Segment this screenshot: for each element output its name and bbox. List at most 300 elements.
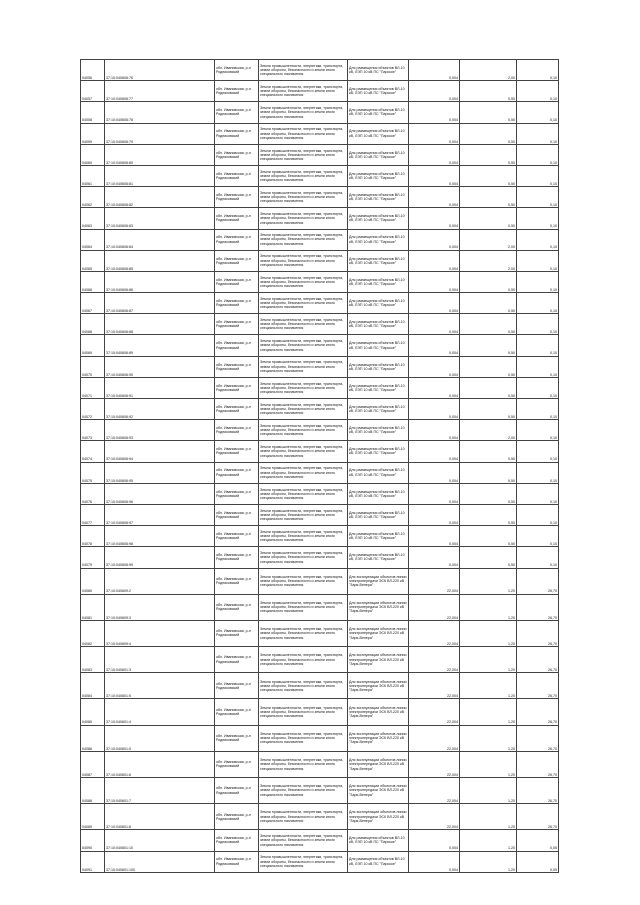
tax-amount-cell: 0,10 (517, 165, 559, 186)
area-value-cell: 22,004 (409, 699, 460, 725)
land-category-cell: Земли промышленности, энергетики, транспорта, земли обороны, безопасности и земли иного специального назначения (259, 441, 348, 462)
land-plot-table (80, 59, 559, 873)
row-number-cell: 04065 (81, 250, 105, 271)
area-value-cell: 0,004 (409, 462, 460, 483)
address-cell: обл. Ивановская, р-н Родниковский (215, 81, 259, 102)
cadastral-number-cell: 37:10:040606:88 (105, 314, 215, 335)
tax-rate-cell: 1,20 (460, 830, 517, 851)
address-cell: обл. Ивановская, р-н Родниковский (215, 594, 259, 620)
cadastral-number-cell: 37:10:040606:99 (105, 547, 215, 568)
area-value-cell: 0,004 (409, 293, 460, 314)
row-number-cell: 04057 (81, 81, 105, 102)
permitted-use-cell: Для размещения объектов ВЛ-10 кВ, ЛЭП 10 кВ ПС "Парское" (348, 547, 409, 568)
land-category-cell: Земли промышленности, энергетики, транспорта, земли обороны, безопасности и земли иного специального назначения (259, 356, 348, 377)
tax-rate-cell: 1,20 (460, 647, 517, 673)
permitted-use-cell: Для размещения объектов ВЛ-10 кВ, ЛЭП 10 кВ ПС "Парское" (348, 123, 409, 144)
cadastral-number-cell: 37:10:040606:83 (105, 208, 215, 229)
table-row (81, 60, 559, 81)
row-number-cell: 04089 (81, 804, 105, 830)
table-row (81, 123, 559, 144)
area-value-cell: 0,004 (409, 830, 460, 851)
tax-amount-cell: 0,10 (517, 144, 559, 165)
land-category-cell: Земли промышленности, энергетики, транспорта, земли обороны, безопасности и земли иного специального назначения (259, 830, 348, 851)
table-row (81, 165, 559, 186)
cadastral-number-cell: 37:10:040606:89 (105, 335, 215, 356)
permitted-use-cell: Для эксплуатации объектов линии электропередачи ЭСК ВЛ-220 кВ "Заря-Венера" (348, 751, 409, 777)
area-value-cell: 0,004 (409, 229, 460, 250)
cadastral-number-cell: 37:10:040606:93 (105, 420, 215, 441)
tax-rate-cell: 0,50 (460, 123, 517, 144)
permitted-use-cell: Для эксплуатации объектов линии электропередачи ЭСК ВЛ-220 кВ "Заря-Венера" (348, 594, 409, 620)
tax-amount-cell: 0,10 (517, 399, 559, 420)
table-row (81, 673, 559, 699)
land-category-cell: Земли промышленности, энергетики, транспорта, земли обороны, безопасности и земли иного специального назначения (259, 60, 348, 81)
tax-amount-cell: 26,70 (517, 778, 559, 804)
area-value-cell: 0,004 (409, 504, 460, 525)
permitted-use-cell: Для размещения объектов ВЛ-10 кВ, ЛЭП 10 кВ ПС "Парское" (348, 462, 409, 483)
table-row (81, 144, 559, 165)
row-number-cell: 04081 (81, 594, 105, 620)
cadastral-number-cell: 37:10:040601:3 (105, 647, 215, 673)
table-row (81, 851, 559, 872)
tax-amount-cell: 0,10 (517, 441, 559, 462)
land-category-cell: Земли промышленности, энергетики, транспорта, земли обороны, безопасности и земли иного специального назначения (259, 144, 348, 165)
row-number-cell: 04073 (81, 420, 105, 441)
area-value-cell: 0,004 (409, 271, 460, 292)
tax-rate-cell: 2,00 (460, 229, 517, 250)
cadastral-number-cell: 37:10:040609:3 (105, 594, 215, 620)
tax-amount-cell: 0,10 (517, 293, 559, 314)
tax-rate-cell: 0,50 (460, 271, 517, 292)
address-cell: обл. Ивановская, р-н Родниковский (215, 293, 259, 314)
land-category-cell: Земли промышленности, энергетики, транспорта, земли обороны, безопасности и земли иного специального назначения (259, 568, 348, 594)
address-cell: обл. Ивановская, р-н Родниковский (215, 620, 259, 646)
cadastral-number-cell: 37:10:040606:95 (105, 462, 215, 483)
tax-rate-cell: 0,50 (460, 335, 517, 356)
row-number-cell: 04077 (81, 504, 105, 525)
cadastral-number-cell: 37:10:040606:94 (105, 441, 215, 462)
permitted-use-cell: Для размещения объектов ВЛ-10 кВ, ЛЭП 10 кВ ПС "Парское" (348, 420, 409, 441)
land-category-cell: Земли промышленности, энергетики, транспорта, земли обороны, безопасности и земли иного специального назначения (259, 293, 348, 314)
row-number-cell: 04088 (81, 778, 105, 804)
area-value-cell: 0,004 (409, 420, 460, 441)
area-value-cell: 0,004 (409, 314, 460, 335)
area-value-cell: 22,004 (409, 804, 460, 830)
tax-rate-cell: 1,20 (460, 778, 517, 804)
cadastral-number-cell: 37:10:040601:8 (105, 804, 215, 830)
tax-amount-cell: 26,70 (517, 699, 559, 725)
area-value-cell: 0,004 (409, 60, 460, 81)
tax-amount-cell: 0,10 (517, 208, 559, 229)
cadastral-number-cell: 37:10:040606:80 (105, 144, 215, 165)
address-cell: обл. Ивановская, р-н Родниковский (215, 377, 259, 398)
tax-rate-cell: 0,50 (460, 293, 517, 314)
tax-rate-cell: 0,50 (460, 462, 517, 483)
tax-amount-cell: 0,10 (517, 526, 559, 547)
address-cell: обл. Ивановская, р-н Родниковский (215, 271, 259, 292)
cadastral-number-cell: 37:10:040606:87 (105, 293, 215, 314)
tax-rate-cell: 0,50 (460, 504, 517, 525)
area-value-cell: 0,004 (409, 335, 460, 356)
tax-amount-cell: 0,10 (517, 420, 559, 441)
address-cell: обл. Ивановская, р-н Родниковский (215, 441, 259, 462)
address-cell: обл. Ивановская, р-н Родниковский (215, 547, 259, 568)
cadastral-number-cell: 37:10:040609:2 (105, 568, 215, 594)
address-cell: обл. Ивановская, р-н Родниковский (215, 751, 259, 777)
land-category-cell: Земли промышленности, энергетики, транспорта, земли обороны, безопасности и земли иного специального назначения (259, 335, 348, 356)
tax-rate-cell: 1,20 (460, 673, 517, 699)
address-cell: обл. Ивановская, р-н Родниковский (215, 314, 259, 335)
table-row (81, 81, 559, 102)
row-number-cell: 04078 (81, 526, 105, 547)
area-value-cell: 0,004 (409, 102, 460, 123)
table-row (81, 699, 559, 725)
address-cell: обл. Ивановская, р-н Родниковский (215, 673, 259, 699)
land-category-cell: Земли промышленности, энергетики, транспорта, земли обороны, безопасности и земли иного специального назначения (259, 851, 348, 872)
tax-rate-cell: 0,50 (460, 377, 517, 398)
land-category-cell: Земли промышленности, энергетики, транспорта, земли обороны, безопасности и земли иного специального назначения (259, 462, 348, 483)
tax-amount-cell: 0,10 (517, 81, 559, 102)
row-number-cell: 04066 (81, 271, 105, 292)
address-cell: обл. Ивановская, р-н Родниковский (215, 60, 259, 81)
row-number-cell: 04060 (81, 144, 105, 165)
permitted-use-cell: Для размещения объектов ВЛ-10 кВ, ЛЭП 10 кВ ПС "Парское" (348, 271, 409, 292)
area-value-cell: 0,004 (409, 441, 460, 462)
area-value-cell: 22,004 (409, 620, 460, 646)
permitted-use-cell: Для размещения объектов ВЛ-10 кВ, ЛЭП 10 кВ ПС "Парское" (348, 377, 409, 398)
address-cell: обл. Ивановская, р-н Родниковский (215, 208, 259, 229)
tax-rate-cell: 2,00 (460, 250, 517, 271)
cadastral-number-cell: 37:10:040606:98 (105, 526, 215, 547)
area-value-cell: 22,004 (409, 751, 460, 777)
tax-rate-cell: 0,50 (460, 356, 517, 377)
tax-amount-cell: 0,10 (517, 483, 559, 504)
tax-amount-cell: 0,10 (517, 314, 559, 335)
cadastral-number-cell: 37:10:040606:81 (105, 165, 215, 186)
tax-rate-cell: 0,50 (460, 399, 517, 420)
cadastral-number-cell: 37:10:040601:4 (105, 699, 215, 725)
address-cell: обл. Ивановская, р-н Родниковский (215, 102, 259, 123)
area-value-cell: 0,004 (409, 356, 460, 377)
permitted-use-cell: Для эксплуатации объектов линии электропередачи ЭСК ВЛ-220 кВ "Заря-Венера" (348, 647, 409, 673)
land-category-cell: Земли промышленности, энергетики, транспорта, земли обороны, безопасности и земли иного специального назначения (259, 123, 348, 144)
tax-rate-cell: 1,20 (460, 804, 517, 830)
land-category-cell: Земли промышленности, энергетики, транспорта, земли обороны, безопасности и земли иного специального назначения (259, 526, 348, 547)
area-value-cell: 22,004 (409, 673, 460, 699)
address-cell: обл. Ивановская, р-н Родниковский (215, 804, 259, 830)
permitted-use-cell: Для размещения объектов ВЛ-10 кВ, ЛЭП 10 кВ ПС "Парское" (348, 335, 409, 356)
tax-amount-cell: 26,70 (517, 725, 559, 751)
table-row (81, 335, 559, 356)
permitted-use-cell: Для эксплуатации объектов линии электропередачи ЭСК ВЛ-220 кВ "Заря-Венера" (348, 725, 409, 751)
permitted-use-cell: Для эксплуатации объектов линии электропередачи ЭСК ВЛ-220 кВ "Заря-Венера" (348, 778, 409, 804)
address-cell: обл. Ивановская, р-н Родниковский (215, 144, 259, 165)
table-row (81, 462, 559, 483)
tax-rate-cell: 1,20 (460, 594, 517, 620)
table-row (81, 250, 559, 271)
cadastral-number-cell: 37:10:040606:96 (105, 483, 215, 504)
land-category-cell: Земли промышленности, энергетики, транспорта, земли обороны, безопасности и земли иного специального назначения (259, 547, 348, 568)
table-row (81, 547, 559, 568)
tax-amount-cell: 0,10 (517, 377, 559, 398)
permitted-use-cell: Для размещения объектов ВЛ-10 кВ, ЛЭП 10 кВ ПС "Парское" (348, 81, 409, 102)
tax-amount-cell: 0,10 (517, 229, 559, 250)
table-body (81, 60, 559, 873)
tax-amount-cell: 0,10 (517, 60, 559, 81)
area-value-cell: 0,004 (409, 547, 460, 568)
tax-amount-cell: 26,70 (517, 594, 559, 620)
table-row (81, 271, 559, 292)
table-row (81, 751, 559, 777)
tax-rate-cell: 0,50 (460, 314, 517, 335)
permitted-use-cell: Для эксплуатации объектов линии электропередачи ЭСК ВЛ-220 кВ "Заря-Венера" (348, 804, 409, 830)
table-row (81, 377, 559, 398)
row-number-cell: 04062 (81, 187, 105, 208)
row-number-cell: 04061 (81, 165, 105, 186)
tax-amount-cell: 26,70 (517, 804, 559, 830)
table-row (81, 620, 559, 646)
cadastral-number-cell: 37:10:040606:92 (105, 399, 215, 420)
tax-amount-cell: 0,10 (517, 547, 559, 568)
area-value-cell: 0,004 (409, 250, 460, 271)
area-value-cell: 0,004 (409, 377, 460, 398)
tax-amount-cell: 0,10 (517, 504, 559, 525)
table-row (81, 399, 559, 420)
table-row (81, 420, 559, 441)
permitted-use-cell: Для размещения объектов ВЛ-10 кВ, ЛЭП 10 кВ ПС "Парское" (348, 208, 409, 229)
permitted-use-cell: Для размещения объектов ВЛ-10 кВ, ЛЭП 10 кВ ПС "Парское" (348, 102, 409, 123)
row-number-cell: 04091 (81, 851, 105, 872)
cadastral-number-cell: 37:10:040606:84 (105, 229, 215, 250)
row-number-cell: 04070 (81, 356, 105, 377)
land-category-cell: Земли промышленности, энергетики, транспорта, земли обороны, безопасности и земли иного специального назначения (259, 399, 348, 420)
tax-rate-cell: 0,50 (460, 165, 517, 186)
tax-rate-cell: 2,00 (460, 60, 517, 81)
land-category-cell: Земли промышленности, энергетики, транспорта, земли обороны, безопасности и земли иного специального назначения (259, 187, 348, 208)
permitted-use-cell: Для размещения объектов ВЛ-10 кВ, ЛЭП 10 кВ ПС "Парское" (348, 293, 409, 314)
row-number-cell: 04085 (81, 699, 105, 725)
land-category-cell: Земли промышленности, энергетики, транспорта, земли обороны, безопасности и земли иного специального назначения (259, 699, 348, 725)
area-value-cell: 0,004 (409, 144, 460, 165)
table-row (81, 568, 559, 594)
area-value-cell: 22,004 (409, 568, 460, 594)
area-value-cell: 0,004 (409, 187, 460, 208)
cadastral-number-cell: 37:10:040606:76 (105, 60, 215, 81)
address-cell: обл. Ивановская, р-н Родниковский (215, 250, 259, 271)
row-number-cell: 04086 (81, 725, 105, 751)
table-row (81, 647, 559, 673)
row-number-cell: 04075 (81, 462, 105, 483)
land-category-cell: Земли промышленности, энергетики, транспорта, земли обороны, безопасности и земли иного специального назначения (259, 594, 348, 620)
area-value-cell: 0,004 (409, 851, 460, 872)
address-cell: обл. Ивановская, р-н Родниковский (215, 187, 259, 208)
address-cell: обл. Ивановская, р-н Родниковский (215, 568, 259, 594)
permitted-use-cell: Для размещения объектов ВЛ-10 кВ, ЛЭП 10 кВ ПС "Парское" (348, 483, 409, 504)
land-category-cell: Земли промышленности, энергетики, транспорта, земли обороны, безопасности и земли иного специального назначения (259, 377, 348, 398)
tax-rate-cell: 0,50 (460, 441, 517, 462)
row-number-cell: 04079 (81, 547, 105, 568)
address-cell: обл. Ивановская, р-н Родниковский (215, 123, 259, 144)
row-number-cell: 04072 (81, 399, 105, 420)
table-row (81, 504, 559, 525)
cadastral-number-cell: 37:10:040606:91 (105, 377, 215, 398)
table-row (81, 526, 559, 547)
land-category-cell: Земли промышленности, энергетики, транспорта, земли обороны, безопасности и земли иного специального назначения (259, 504, 348, 525)
cadastral-number-cell: 37:10:040601:100 (105, 851, 215, 872)
area-value-cell: 0,004 (409, 165, 460, 186)
land-category-cell: Земли промышленности, энергетики, транспорта, земли обороны, безопасности и земли иного специального назначения (259, 420, 348, 441)
address-cell: обл. Ивановская, р-н Родниковский (215, 462, 259, 483)
land-category-cell: Земли промышленности, энергетики, транспорта, земли обороны, безопасности и земли иного специального назначения (259, 620, 348, 646)
land-category-cell: Земли промышленности, энергетики, транспорта, земли обороны, безопасности и земли иного специального назначения (259, 229, 348, 250)
table-row (81, 594, 559, 620)
tax-rate-cell: 0,50 (460, 208, 517, 229)
permitted-use-cell: Для эксплуатации объектов линии электропередачи ЭСК ВЛ-220 кВ "Заря-Венера" (348, 620, 409, 646)
permitted-use-cell: Для размещения объектов ВЛ-10 кВ, ЛЭП 10 кВ ПС "Парское" (348, 250, 409, 271)
cadastral-number-cell: 37:10:040606:86 (105, 271, 215, 292)
address-cell: обл. Ивановская, р-н Родниковский (215, 420, 259, 441)
tax-amount-cell: 0,10 (517, 335, 559, 356)
tax-amount-cell: 26,70 (517, 568, 559, 594)
row-number-cell: 04084 (81, 673, 105, 699)
tax-amount-cell: 0,10 (517, 271, 559, 292)
cadastral-number-cell: 37:10:040606:90 (105, 356, 215, 377)
area-value-cell: 22,004 (409, 647, 460, 673)
area-value-cell: 0,004 (409, 208, 460, 229)
address-cell: обл. Ивановская, р-н Родниковский (215, 504, 259, 525)
tax-amount-cell: 0,10 (517, 102, 559, 123)
address-cell: обл. Ивановская, р-н Родниковский (215, 699, 259, 725)
table-row (81, 356, 559, 377)
tax-rate-cell: 2,00 (460, 420, 517, 441)
table-row (81, 229, 559, 250)
land-category-cell: Земли промышленности, энергетики, транспорта, земли обороны, безопасности и земли иного специального назначения (259, 165, 348, 186)
table-row (81, 830, 559, 851)
tax-rate-cell: 0,50 (460, 144, 517, 165)
cadastral-number-cell: 37:10:040606:79 (105, 123, 215, 144)
table-row (81, 725, 559, 751)
address-cell: обл. Ивановская, р-н Родниковский (215, 725, 259, 751)
tax-rate-cell: 0,50 (460, 547, 517, 568)
area-value-cell: 0,004 (409, 483, 460, 504)
table-row (81, 441, 559, 462)
area-value-cell: 22,004 (409, 725, 460, 751)
address-cell: обл. Ивановская, р-н Родниковский (215, 356, 259, 377)
permitted-use-cell: Для размещения объектов ВЛ-10 кВ, ЛЭП 10 кВ ПС "Парское" (348, 229, 409, 250)
permitted-use-cell: Для эксплуатации объектов линии электропередачи ЭСК ВЛ-220 кВ "Заря-Венера" (348, 568, 409, 594)
row-number-cell: 04067 (81, 293, 105, 314)
cadastral-number-cell: 37:10:040601:10 (105, 830, 215, 851)
row-number-cell: 04056 (81, 60, 105, 81)
row-number-cell: 04068 (81, 314, 105, 335)
permitted-use-cell: Для эксплуатации объектов линии электропередачи ЭСК ВЛ-220 кВ "Заря-Венера" (348, 673, 409, 699)
land-category-cell: Земли промышленности, энергетики, транспорта, земли обороны, безопасности и земли иного специального назначения (259, 314, 348, 335)
address-cell: обл. Ивановская, р-н Родниковский (215, 526, 259, 547)
tax-amount-cell: 0,10 (517, 187, 559, 208)
area-value-cell: 0,004 (409, 81, 460, 102)
cadastral-number-cell: 37:10:040601:5 (105, 673, 215, 699)
land-category-cell: Земли промышленности, энергетики, транспорта, земли обороны, безопасности и земли иного специального назначения (259, 673, 348, 699)
table-row (81, 187, 559, 208)
tax-rate-cell: 1,20 (460, 851, 517, 872)
cadastral-number-cell: 37:10:040606:78 (105, 102, 215, 123)
tax-rate-cell: 1,20 (460, 568, 517, 594)
permitted-use-cell: Для размещения объектов ВЛ-10 кВ, ЛЭП 10 кВ ПС "Парское" (348, 60, 409, 81)
land-category-cell: Земли промышленности, энергетики, транспорта, земли обороны, безопасности и земли иного специального назначения (259, 102, 348, 123)
tax-amount-cell: 26,70 (517, 620, 559, 646)
permitted-use-cell: Для размещения объектов ВЛ-10 кВ, ЛЭП 10 кВ ПС "Парское" (348, 144, 409, 165)
area-value-cell: 22,004 (409, 778, 460, 804)
row-number-cell: 04074 (81, 441, 105, 462)
tax-amount-cell: 26,70 (517, 673, 559, 699)
area-value-cell: 22,004 (409, 594, 460, 620)
row-number-cell: 04087 (81, 751, 105, 777)
cadastral-number-cell: 37:10:040601:6 (105, 751, 215, 777)
land-category-cell: Земли промышленности, энергетики, транспорта, земли обороны, безопасности и земли иного специального назначения (259, 778, 348, 804)
cadastral-number-cell: 37:10:040601:7 (105, 778, 215, 804)
address-cell: обл. Ивановская, р-н Родниковский (215, 483, 259, 504)
row-number-cell: 04071 (81, 377, 105, 398)
address-cell: обл. Ивановская, р-н Родниковский (215, 778, 259, 804)
area-value-cell: 0,004 (409, 526, 460, 547)
permitted-use-cell: Для размещения объектов ВЛ-10 кВ, ЛЭП 10 кВ ПС "Парское" (348, 526, 409, 547)
table-row (81, 102, 559, 123)
land-category-cell: Земли промышленности, энергетики, транспорта, земли обороны, безопасности и земли иного специального назначения (259, 208, 348, 229)
tax-amount-cell: 0,10 (517, 356, 559, 377)
row-number-cell: 04083 (81, 647, 105, 673)
table-row (81, 778, 559, 804)
address-cell: обл. Ивановская, р-н Родниковский (215, 851, 259, 872)
tax-rate-cell: 1,20 (460, 699, 517, 725)
permitted-use-cell: Для размещения объектов ВЛ-10 кВ, ЛЭП 10 кВ ПС "Парское" (348, 441, 409, 462)
address-cell: обл. Ивановская, р-н Родниковский (215, 229, 259, 250)
area-value-cell: 0,004 (409, 123, 460, 144)
address-cell: обл. Ивановская, р-н Родниковский (215, 830, 259, 851)
permitted-use-cell: Для размещения объектов ВЛ-10 кВ, ЛЭП 10 кВ ПС "Парское" (348, 165, 409, 186)
land-category-cell: Земли промышленности, энергетики, транспорта, земли обороны, безопасности и земли иного специального назначения (259, 81, 348, 102)
address-cell: обл. Ивановская, р-н Родниковский (215, 165, 259, 186)
tax-amount-cell: 0,10 (517, 462, 559, 483)
land-category-cell: Земли промышленности, энергетики, транспорта, земли обороны, безопасности и земли иного специального назначения (259, 751, 348, 777)
area-value-cell: 0,004 (409, 399, 460, 420)
land-category-cell: Земли промышленности, энергетики, транспорта, земли обороны, безопасности и земли иного специального назначения (259, 483, 348, 504)
land-category-cell: Земли промышленности, энергетики, транспорта, земли обороны, безопасности и земли иного специального назначения (259, 725, 348, 751)
land-category-cell: Земли промышленности, энергетики, транспорта, земли обороны, безопасности и земли иного специального назначения (259, 647, 348, 673)
cadastral-number-cell: 37:10:040601:5 (105, 725, 215, 751)
permitted-use-cell: Для размещения объектов ВЛ-10 кВ, ЛЭП 10 кВ ПС "Парское" (348, 356, 409, 377)
permitted-use-cell: Для размещения объектов ВЛ-10 кВ, ЛЭП 10 кВ ПС "Парское" (348, 187, 409, 208)
cadastral-number-cell: 37:10:040606:77 (105, 81, 215, 102)
tax-rate-cell: 0,50 (460, 187, 517, 208)
tax-amount-cell: 26,70 (517, 647, 559, 673)
tax-rate-cell: 0,50 (460, 81, 517, 102)
table-row (81, 314, 559, 335)
tax-rate-cell: 1,20 (460, 620, 517, 646)
permitted-use-cell: Для эксплуатации объектов линии электропередачи ЭСК ВЛ-220 кВ "Заря-Венера" (348, 699, 409, 725)
table-row (81, 293, 559, 314)
cadastral-number-cell: 37:10:040606:97 (105, 504, 215, 525)
tax-rate-cell: 1,20 (460, 725, 517, 751)
land-category-cell: Земли промышленности, энергетики, транспорта, земли обороны, безопасности и земли иного специального назначения (259, 804, 348, 830)
row-number-cell: 04076 (81, 483, 105, 504)
address-cell: обл. Ивановская, р-н Родниковский (215, 399, 259, 420)
permitted-use-cell: Для размещения объектов ВЛ-10 кВ, ЛЭП 10 кВ ПС "Парское" (348, 851, 409, 872)
cadastral-number-cell: 37:10:040606:85 (105, 250, 215, 271)
tax-amount-cell: 0,10 (517, 250, 559, 271)
permitted-use-cell: Для размещения объектов ВЛ-10 кВ, ЛЭП 10 кВ ПС "Парское" (348, 399, 409, 420)
row-number-cell: 04069 (81, 335, 105, 356)
row-number-cell: 04058 (81, 102, 105, 123)
